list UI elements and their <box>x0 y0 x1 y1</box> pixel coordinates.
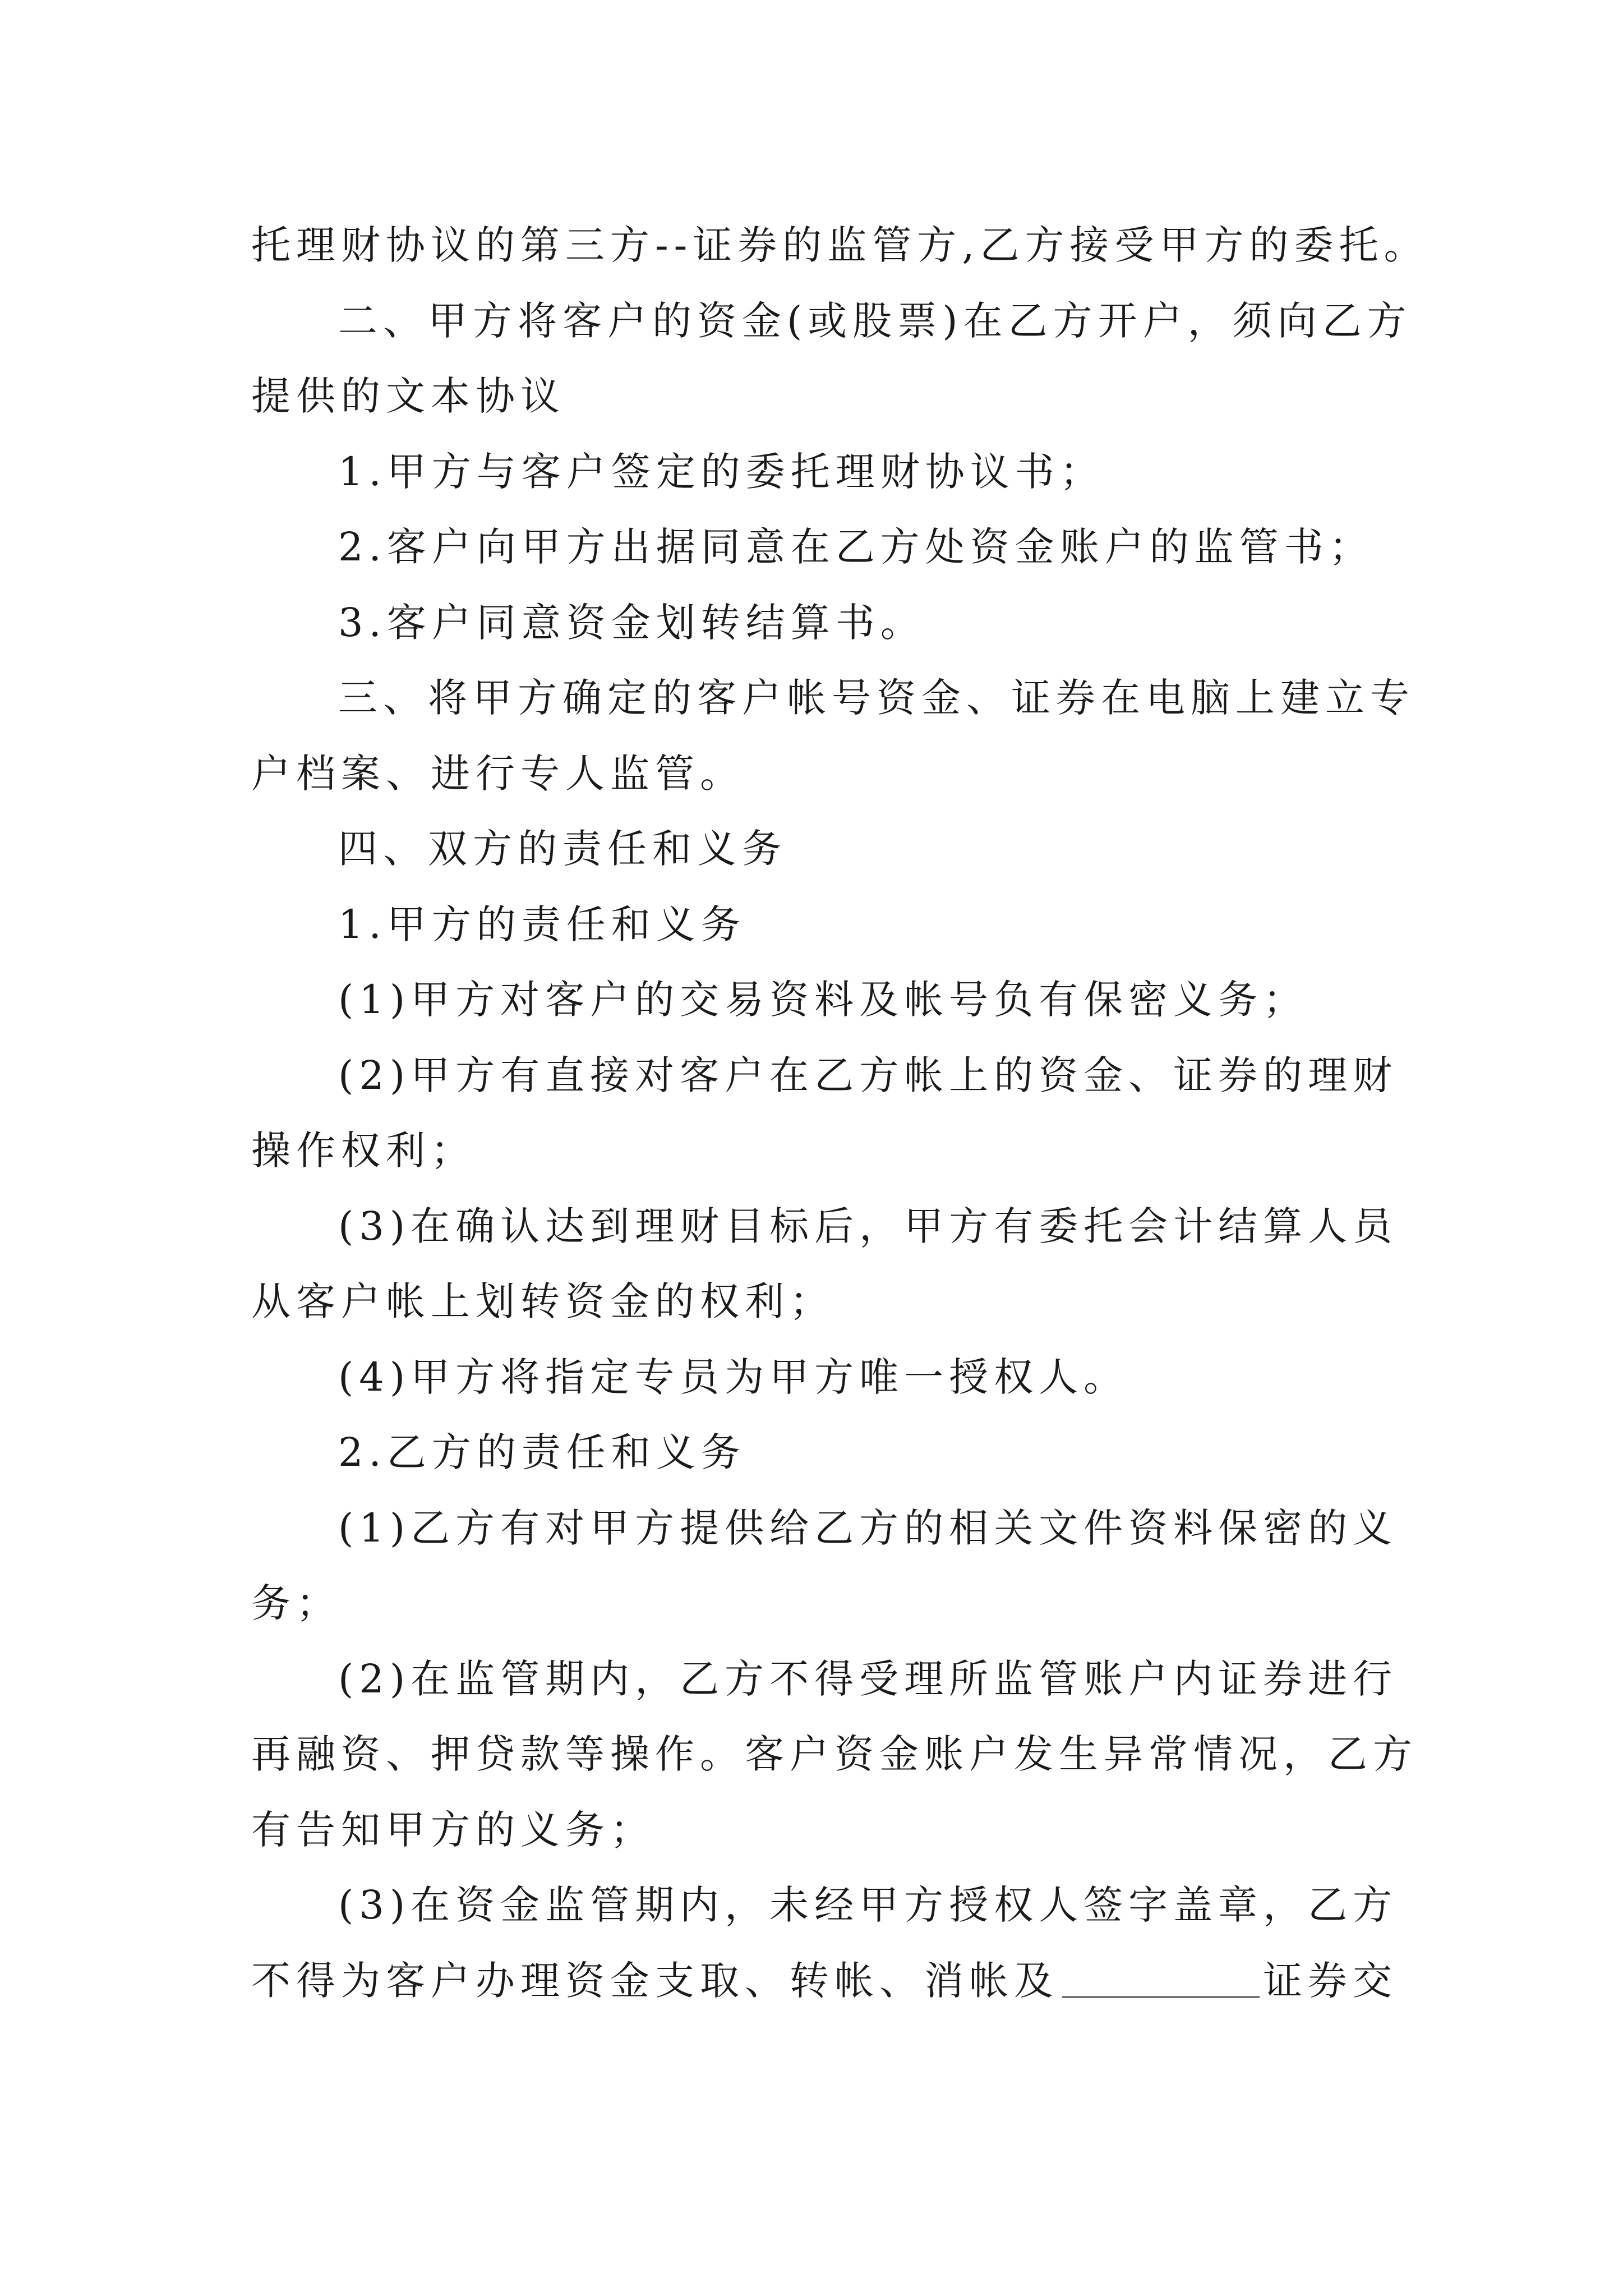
text-line: 从客户帐上划转资金的权利； <box>251 1278 834 1324</box>
section-heading-two: 二、甲方将客户的资金(或股票)在乙方开户，须向乙方 <box>338 297 1412 344</box>
text-line: 托理财协议的第三方--证券的监管方,乙方接受甲方的委托。 <box>251 222 1429 268</box>
subsection-heading: 1.甲方的责任和义务 <box>338 901 746 947</box>
list-item: (3)在资金监管期内，未经甲方授权人签字盖章，乙方 <box>338 1882 1398 1928</box>
list-item: (1)乙方有对甲方提供给乙方的相关文件资料保密的义 <box>338 1504 1398 1551</box>
list-item: (4)甲方将指定专员为甲方唯一授权人。 <box>338 1354 1129 1400</box>
text-line-with-blank <box>251 1943 1398 2019</box>
text-line: 提供的文本协议 <box>251 373 565 419</box>
section-heading-four: 四、双方的责任和义务 <box>338 826 787 872</box>
section-heading-three: 三、将甲方确定的客户帐号资金、证券在电脑上建立专 <box>338 675 1415 721</box>
list-item: (3)在确认达到理财目标后，甲方有委托会计结算人员 <box>338 1203 1398 1249</box>
document-body <box>251 208 1429 2018</box>
text-line: 有告知甲方的义务； <box>251 1806 655 1853</box>
text-line: 户档案、进行专人监管。 <box>251 750 745 797</box>
text-line: 再融资、押贷款等操作。客户资金账户发生异常情况，乙方 <box>251 1731 1418 1777</box>
list-item: 3.客户同意资金划转结算书。 <box>338 599 925 646</box>
text-line: 务； <box>251 1580 341 1626</box>
list-item: 1.甲方与客户签定的委托理财协议书； <box>338 448 1105 495</box>
text-before-blank: 不得为客户办理资金支取、转帐、消帐及 <box>251 1957 1059 2004</box>
list-item: (1)甲方对客户的交易资料及帐号负有保密义务； <box>338 977 1308 1023</box>
subsection-heading: 2.乙方的责任和义务 <box>338 1429 746 1475</box>
list-item: 2.客户向甲方出据同意在乙方处资金账户的监管书； <box>338 524 1374 570</box>
list-item: (2)在监管期内，乙方不得受理所监管账户内证券进行 <box>338 1655 1398 1702</box>
fill-in-blank <box>1062 1957 1260 1998</box>
list-item: (2)甲方有直接对客户在乙方帐上的资金、证券的理财 <box>338 1052 1398 1098</box>
text-line: 操作权利； <box>251 1128 476 1174</box>
text-after-blank: 证券交 <box>1263 1957 1398 2004</box>
